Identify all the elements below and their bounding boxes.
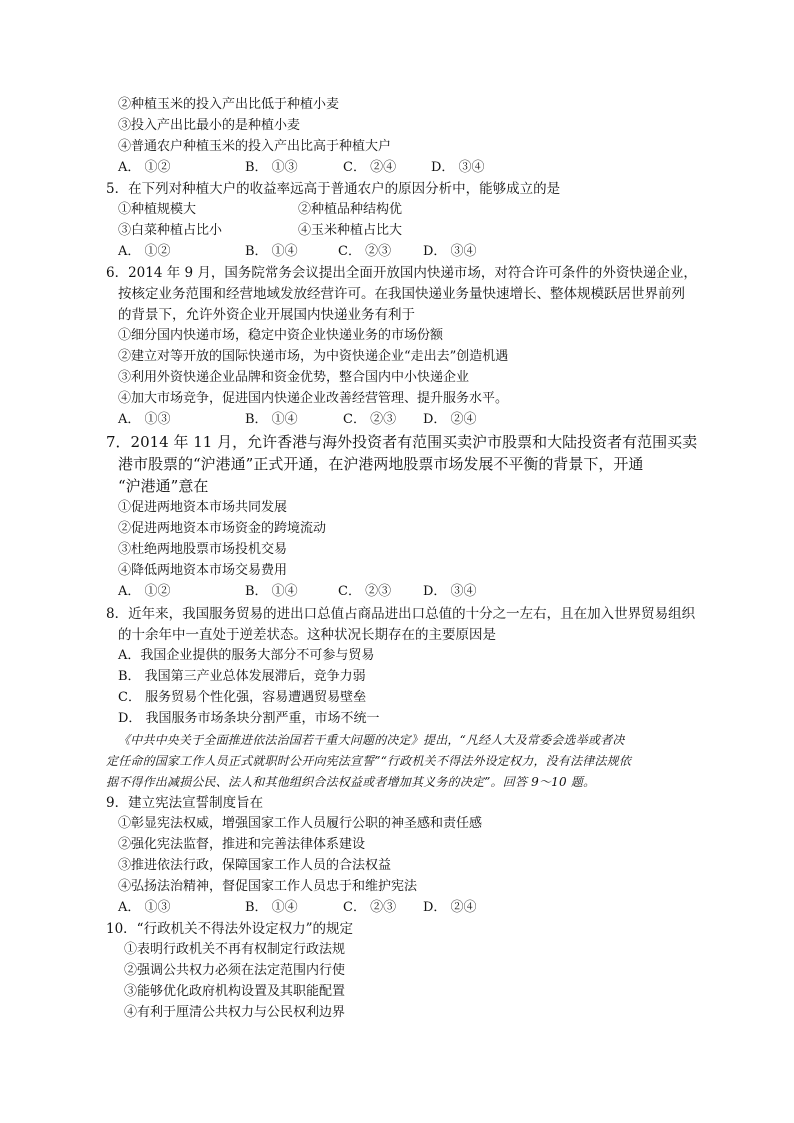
q9-option-c: C． ②③: [343, 900, 397, 915]
q5-option-a: A． ①②: [118, 244, 171, 259]
q7-item-2: ②促进两地资本市场资金的跨境流动: [118, 521, 327, 536]
q5-item-1: ①种植规模大: [118, 202, 197, 217]
q10-item-3: ③能够优化政府机构设置及其职能配置: [124, 984, 346, 999]
q7-item-3: ③杜绝两地股票市场投机交易: [118, 542, 288, 557]
q9-item-1: ①彰显宪法权威，增强国家工作人员履行公职的神圣感和责任感: [118, 816, 483, 831]
q8-option-a: A．我国企业提供的服务大部分不可参与贸易: [118, 648, 375, 663]
q10-stem: 10．“行政机关不得法外设定权力”的规定: [106, 921, 353, 937]
q8-stem-line-2: 的十余年中一直处于逆差状态。这种状况长期存在的主要原因是: [118, 627, 496, 643]
q6-item-4: ④加大市场竞争，促进国内快递企业改善经营管理、提升服务水平。: [118, 391, 509, 406]
q5-option-b: B． ①④: [245, 244, 298, 259]
q6-option-b: B． ①④: [245, 412, 298, 427]
q7-item-1: ①促进两地资本市场共同发展: [118, 500, 288, 515]
q8-option-d: D． 我国服务市场条块分割严重，市场不统一: [118, 711, 380, 726]
q5-item-4: ④玉米种植占比大: [298, 223, 403, 238]
q8-option-c: C． 服务贸易个性化强，容易遭遇贸易壁垒: [118, 690, 367, 705]
q6-option-c: C． ②③: [343, 412, 397, 427]
q7-stem-line-3: “沪港通”意在: [118, 477, 209, 495]
q10-item-4: ④有利于厘清公共权力与公民权利边界: [124, 1005, 346, 1020]
q4-option-b: B． ①③: [245, 160, 298, 175]
q7-option-c: C． ②③: [338, 584, 392, 599]
passage-line-3: 据不得作出减损公民、法人和其他组织合法权益或者增加其义务的决定”。回答 9～10 题。: [106, 775, 596, 789]
q7-option-a: A． ①②: [118, 584, 171, 599]
q4-item-4: ④普通农户种植玉米的投入产出比高于种植大户: [118, 139, 392, 154]
q7-option-b: B． ①④: [245, 584, 298, 599]
q9-stem: 9．建立宪法宣誓制度旨在: [106, 795, 264, 811]
q6-stem-line-3: 的背景下，允许外资企业开展国内快递业务有利于: [118, 307, 415, 323]
q8-option-b: B． 我国第三产业总体发展滞后，竞争力弱: [118, 669, 366, 684]
q7-stem-line-2: 港市股票的“沪港通”正式开通，在沪港两地股票市场发展不平衡的背景下，开通: [118, 455, 644, 473]
q9-option-d: D． ②④: [423, 900, 477, 915]
q10-item-2: ②强调公共权力必须在法定范围内行使: [124, 963, 346, 978]
q5-option-c: C． ②③: [338, 244, 392, 259]
q6-stem-line-2: 按核定业务范围和经营地域发放经营许可。在我国快递业务量快速增长、整体规模跃居世界前列: [118, 286, 685, 302]
q9-option-a: A． ①③: [118, 900, 171, 915]
q6-stem-line-1: 6．2014 年 9 月，国务院常务会议提出全面开放国内快递市场，对符合许可条件的外资快递企业，: [106, 265, 697, 281]
q6-item-1: ①细分国内快递市场，稳定中资企业快递业务的市场份额: [118, 328, 444, 343]
q4-option-c: C． ②④: [343, 160, 397, 175]
q6-item-2: ②建立对等开放的国际快递市场，为中资快递企业“走出去”创造机遇: [118, 349, 509, 364]
q5-item-3: ③白菜种植占比小: [118, 223, 223, 238]
q9-item-2: ②强化宪法监督，推进和完善法律体系建设: [118, 837, 366, 852]
q6-option-a: A． ①③: [118, 412, 171, 427]
q5-option-d: D． ③④: [423, 244, 477, 259]
q9-item-4: ④弘扬法治精神，督促国家工作人员忠于和维护宪法: [118, 879, 418, 894]
q7-option-d: D． ③④: [423, 584, 477, 599]
q7-stem-line-1: 7．2014 年 11 月，允许香港与海外投资者有范围买卖沪市股票和大陆投资者有范围买卖: [106, 433, 698, 451]
q4-option-a: A． ①②: [118, 160, 171, 175]
passage-line-2: 定任命的国家工作人员正式就职时公开向宪法宣誓”“行政机关不得法外设定权力，没有法律法规依: [106, 754, 632, 768]
q7-item-4: ④降低两地资本市场交易费用: [118, 563, 288, 578]
q4-option-d: D． ③④: [431, 160, 485, 175]
q4-item-2: ②种植玉米的投入产出比低于种植小麦: [118, 97, 340, 112]
q5-item-2: ②种植品种结构优: [298, 202, 403, 217]
q10-item-1: ①表明行政机关不再有权制定行政法规: [124, 942, 346, 957]
q4-item-3: ③投入产出比最小的是种植小麦: [118, 118, 301, 133]
q6-item-3: ③利用外资快递企业品牌和资金优势，整合国内中小快递企业: [118, 370, 470, 385]
q8-stem-line-1: 8．近年来，我国服务贸易的进出口总值占商品进出口总值的十分之一左右，且在加入世界贸易组织: [106, 606, 696, 622]
q9-item-3: ③推进依法行政，保障国家工作人员的合法权益: [118, 858, 392, 873]
q9-option-b: B． ①④: [245, 900, 298, 915]
passage-line-1: 《中共中央关于全面推进依法治国若干重大问题的决定》提出，“凡经人大及常委会选举或者决: [118, 733, 625, 747]
q5-stem: 5．在下列对种植大户的收益率远高于普通农户的原因分析中，能够成立的是: [106, 181, 561, 197]
q6-option-d: D． ②④: [423, 412, 477, 427]
